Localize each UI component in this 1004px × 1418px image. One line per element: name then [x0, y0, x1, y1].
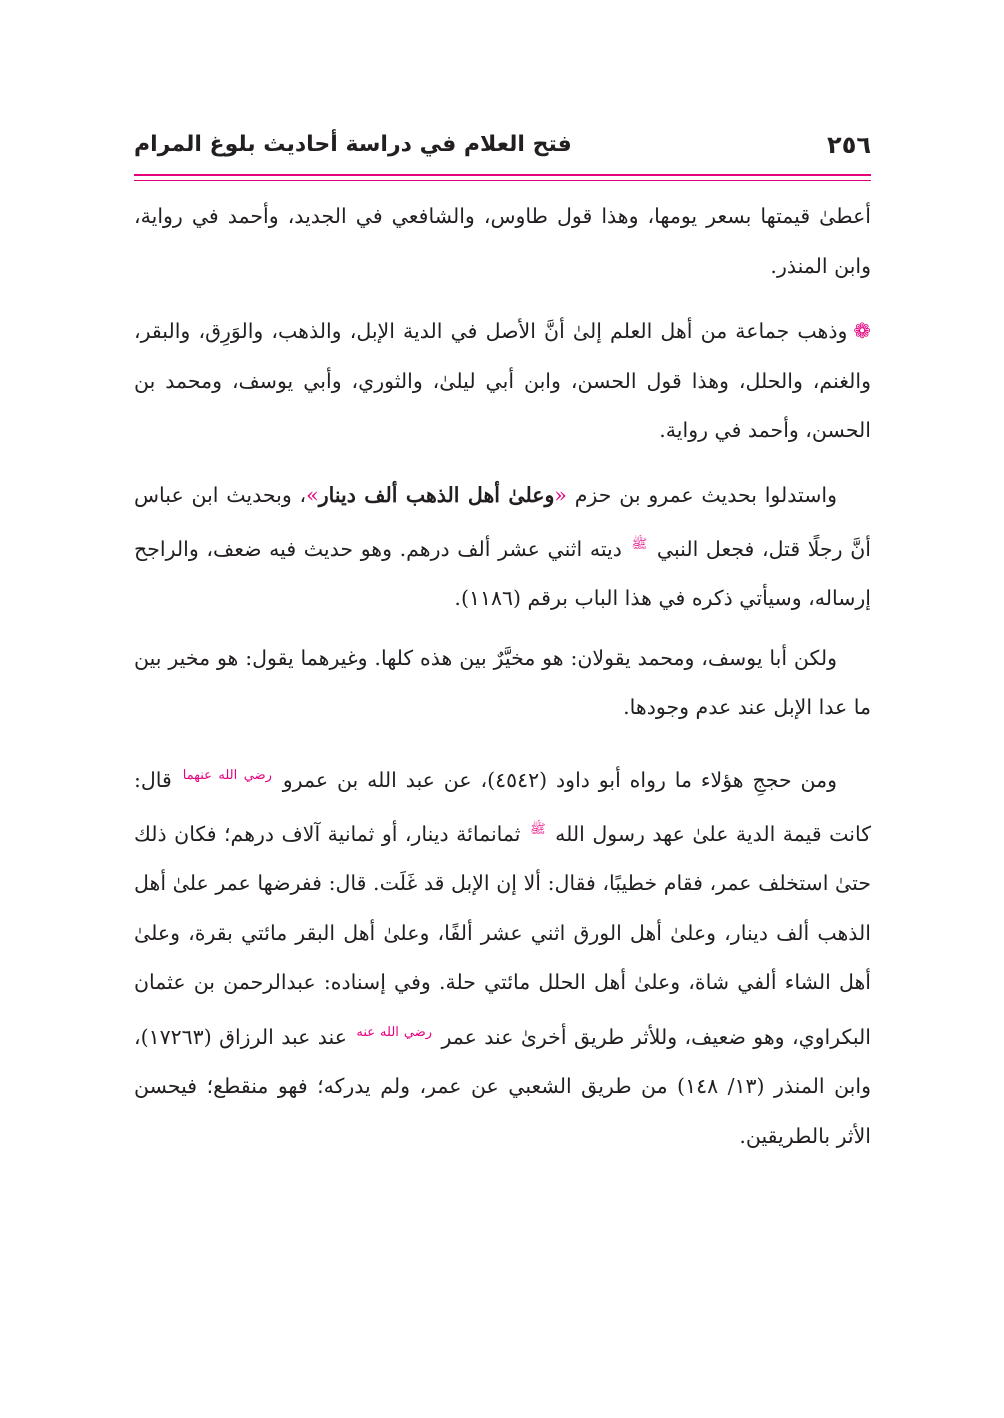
paragraph-1	[134, 192, 871, 291]
page-number: ٢٥٦	[827, 131, 871, 159]
header-rule-thick	[134, 174, 871, 176]
paragraph-3-mid: ، وبحديث ابن عباس أنَّ رجلًا قتل، فجعل النبي	[134, 482, 871, 561]
paragraph-5	[134, 751, 871, 1161]
paragraph-1-text: أعطىٰ قيمتها بسعر يومها، وهذا قول طاوس، والشافعي في الجديد، وأحمد في رواية، وابن المنذر.	[134, 204, 871, 278]
flower-bullet-icon: ❁	[853, 319, 871, 343]
paragraph-5-part-2: قال: كانت قيمة الدية علىٰ عهد رسول الله	[134, 767, 871, 846]
paragraph-5-part-1: ومن حججِ هؤلاء ما رواه أبو داود (٤٥٤٢)، عن عبد الله بن عمرو	[282, 767, 837, 792]
companion-honorific-icon: رضي الله عنه	[356, 1024, 433, 1040]
page-header	[134, 128, 871, 162]
companion-honorific-icon: رضي الله عنهما	[182, 767, 272, 783]
header-rule-thin	[134, 180, 871, 181]
paragraph-3	[134, 471, 871, 624]
paragraph-5-part-4: عند عبد الرزاق (١٧٢٦٣)، وابن المنذر (١٣/ ١٤٨) من طريق الشعبي عن عمر، ولم يدركه؛ فهو منقطع؛ فيحسن الأثر بالطريقين.	[134, 1024, 871, 1148]
paragraph-2	[134, 307, 871, 456]
quote-open-mark: «	[554, 482, 567, 507]
paragraph-2-text: وذهب جماعة من أهل العلم إلىٰ أنَّ الأصل في الدية الإبل، والذهب، والوَرِق، والبقر، والغنم، والحلل، وهذا قول الحسن، وابن أبي ليلىٰ، والثوري، وأبي يوسف، ومحمد بن الحسن، وأحمد في رواية.	[134, 319, 871, 442]
quote-close-mark: »	[306, 482, 319, 507]
paragraph-4	[134, 634, 871, 733]
paragraph-5-part-3: ثمانمائة دينار، أو ثمانية آلاف درهم؛ فكان ذلك حتىٰ استخلف عمر، فقام خطيبًا، فقال: ألا إن الإبل قد غَلَت. قال: ففرضها عمر علىٰ أهل الذهب ألف دينار، وعلىٰ أهل الورق اثني عشر ألفًا، وعلىٰ أهل البقر مائتي بقرة، وعلىٰ أهل الشاء ألفي شاة، وعلىٰ أهل الحلل مائتي حلة. وفي إسناده: عبدالرحمن بن عثمان البكراوي، وهو ضعيف، وللأثر طريق أخرىٰ عند عمر	[134, 821, 871, 1049]
salutation-honorific-icon: ﷺ	[529, 822, 546, 838]
hadith-text: وعلىٰ أهل الذهب ألف دينار	[318, 482, 555, 507]
paragraph-3-post: ديته اثني عشر ألف درهم. وهو حديث فيه ضعف، والراجح إرساله، وسيأتي ذكره في هذا الباب برقم (١١٨٦).	[134, 536, 871, 611]
page-body	[134, 192, 871, 1161]
running-title: فتح العلام في دراسة أحاديث بلوغ المرام	[134, 132, 572, 157]
paragraph-4-text: ولكن أبا يوسف، ومحمد يقولان: هو مخيَّرٌ بين هذه كلها. وغيرهما يقول: هو مخير بين ما عدا الإبل عند عدم وجودها.	[134, 645, 871, 720]
salutation-honorific-icon: ﷺ	[631, 537, 648, 552]
paragraph-3-pre: واستدلوا بحديث عمرو بن حزم	[574, 482, 837, 507]
